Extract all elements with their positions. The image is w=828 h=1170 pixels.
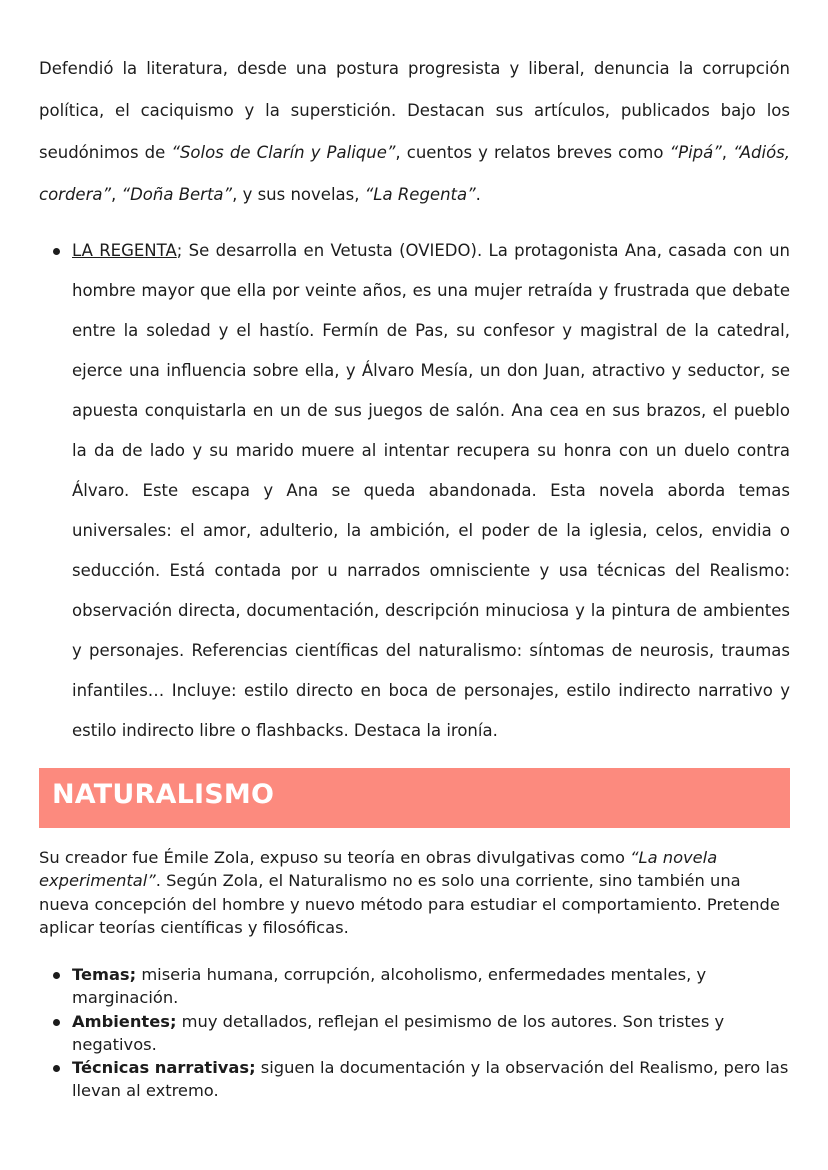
bullet-label: Temas;: [72, 965, 137, 984]
list-item-ambientes: [39, 1010, 790, 1057]
bullet-label: Ambientes;: [72, 1011, 177, 1031]
intro-title-adios: “Adiós, cordera”: [39, 143, 791, 204]
intro-text: ,: [721, 143, 734, 162]
naturalismo-title-novela: “La novela experimental”: [39, 848, 718, 891]
naturalismo-text: . Según Zola, el Naturalismo no es solo una corriente, sino también una nueva concepción del hombre y nuevo método para estudiar el comportamiento. Pretende aplicar teorías científicas y filosóficas.: [39, 871, 780, 937]
intro-title-pipa: “Pipá”: [669, 143, 722, 162]
naturalismo-list: [39, 963, 790, 1103]
intro-text: , cuentos y relatos breves como: [395, 143, 670, 162]
regenta-label: LA REGENTA: [72, 241, 177, 260]
bullet-text: muy detallados, reflejan el pesimismo de los autores. Son tristes y negativos.: [72, 1011, 725, 1054]
intro-text: Defendió la literatura, desde una postura progresista y liberal, denuncia la corrupción política, el caciquismo y la superstición. Destacan sus artículos, publicados bajo los seudónimos de: [39, 59, 790, 162]
intro-paragraph: [39, 48, 790, 216]
intro-text: .: [475, 185, 481, 204]
list-item-tecnicas: [39, 1056, 790, 1103]
section-banner: [39, 768, 790, 828]
regenta-text: ; Se desarrolla en Vetusta (OVIEDO). La protagonista Ana, casada con un hombre mayor que ella por veinte años, es una mujer retraída y frustrada que debate entre la soledad y el hastío. Fermín de Pas, su confesor y magistral de la catedral, ejerce una influencia sobre ella, y Álvaro Mesía, un don Juan, atractivo y seductor, se apuesta conquistarla en un de sus juegos de salón. Ana cea en sus brazos, el pueblo la da de lado y su marido muere al intentar recupera su honra con un duelo contra Álvaro. Este escapa y Ana se queda abandonada. Esta novela aborda temas universales: el amor, adulterio, la ambición, el poder de la iglesia, celos, envidia o seducción. Está contada por u narrados omnisciente y usa técnicas del Realismo: observación directa, documentación, descripción minuciosa y la pintura de ambientes y personajes. Referencias científicas del naturalismo: síntomas de neurosis, traumas infantiles… Incluye: estilo directo en boca de personajes, estilo indirecto narrativo y estilo indirecto libre o flashbacks. Destaca la ironía.: [72, 241, 790, 740]
bullet-text: siguen la documentación y la observación del Realismo, pero las llevan al extremo.: [72, 1058, 789, 1101]
regenta-list: [39, 231, 790, 751]
naturalismo-text: Su creador fue Émile Zola, expuso su teoría en obras divulgativas como: [39, 848, 631, 867]
regenta-bullet: [39, 231, 790, 751]
intro-title-solos: “Solos de Clarín y Palique”: [171, 143, 396, 162]
intro-title-regenta: “La Regenta”: [364, 185, 476, 204]
intro-text: , y sus novelas,: [232, 185, 365, 204]
list-item-temas: [39, 963, 790, 1010]
naturalismo-paragraph: [39, 846, 790, 939]
intro-title-berta: “Doña Berta”: [121, 185, 233, 204]
intro-text: ,: [111, 185, 122, 204]
bullet-label: Técnicas narrativas;: [72, 1058, 256, 1078]
section-title: NATURALISMO: [52, 779, 275, 810]
bullet-text: miseria humana, corrupción, alcoholismo, enfermedades mentales, y marginación.: [72, 965, 707, 1008]
